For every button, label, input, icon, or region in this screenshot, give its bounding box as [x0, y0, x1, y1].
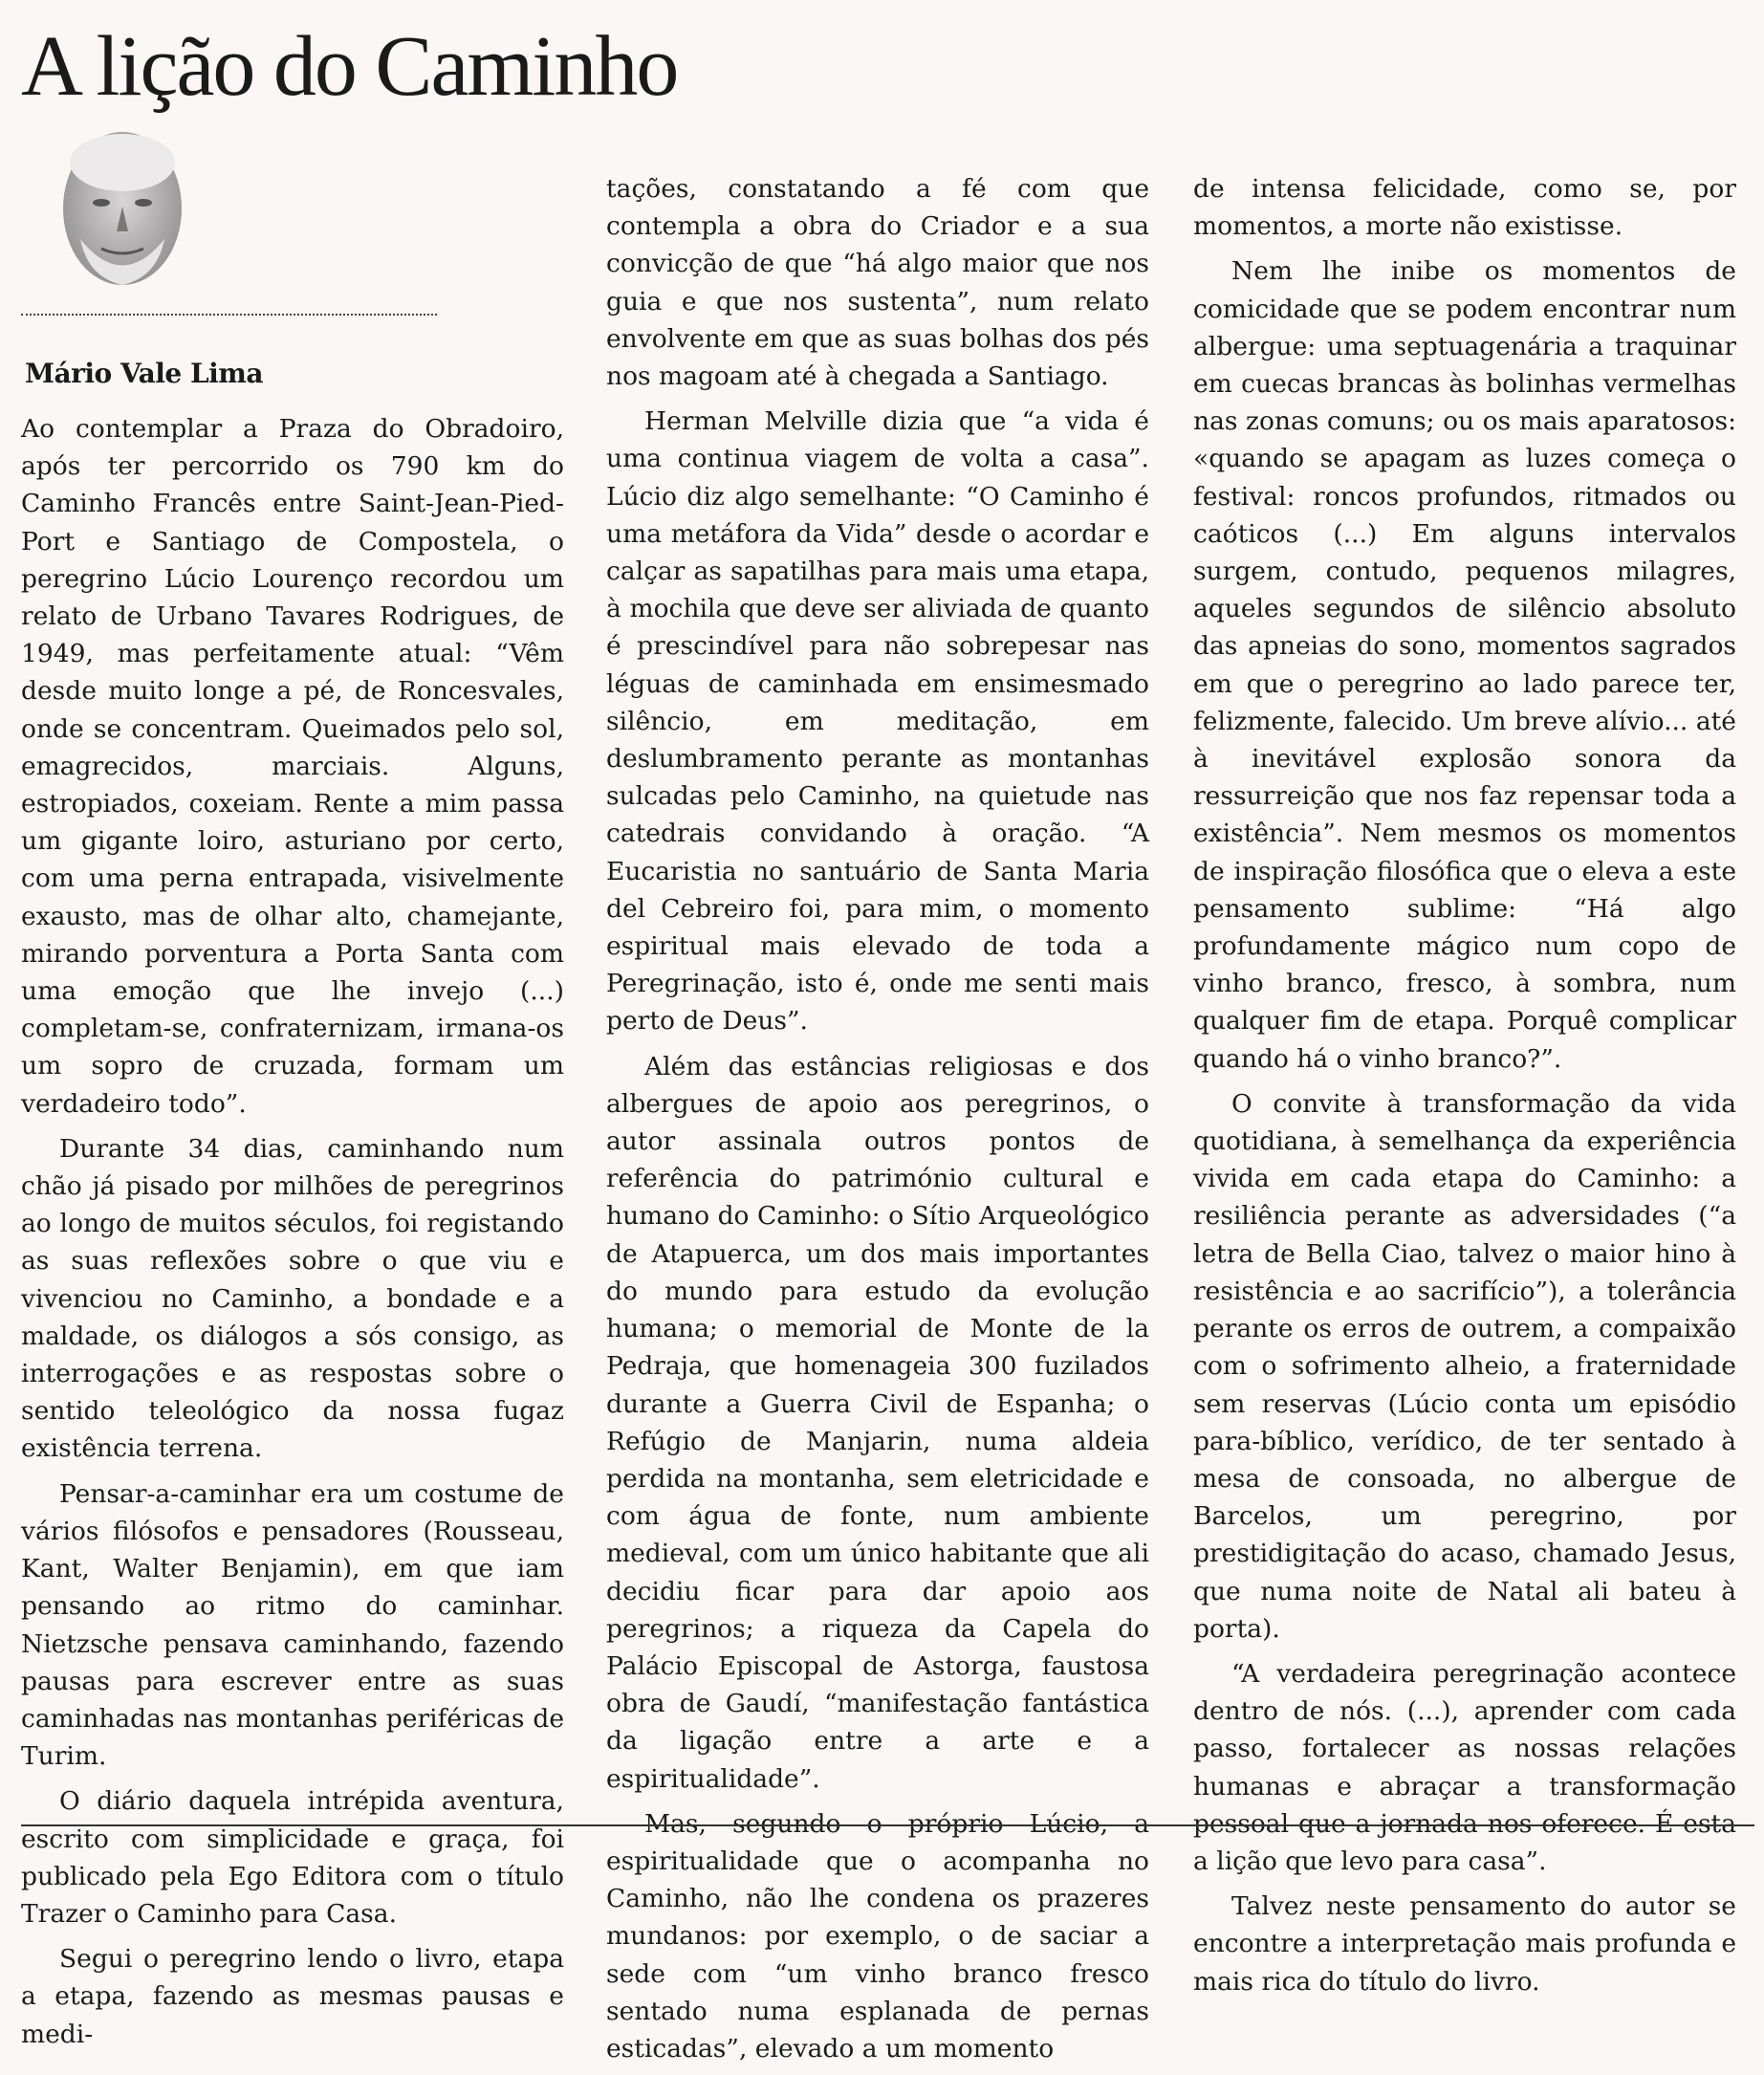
paragraph: “A verdadeira peregrinação acontece dentro de nós. (...), aprender com cada passo, fortalecer as nossas relações humanas e abraçar a transformação pessoal que a jornada nos oferece. É esta a lição que levo para casa”.: [1193, 1658, 1736, 1876]
paragraph: de intensa felicidade, como se, por momentos, a morte não existisse.: [1193, 174, 1736, 242]
paragraph: Pensar-a-caminhar era um costume de vários filósofos e pensadores (Rousseau, Kant, Walter Benjamin), em que iam pensando ao ritmo do caminhar. Nietzsche pensava caminhando, fazendo pausas para escrever entre as suas caminhadas nas montanhas periféricas de Turim.: [21, 1478, 564, 1772]
paragraph: Talvez neste pensamento do autor se encontre a interpretação mais profunda e mais rica do título do livro.: [1193, 1891, 1736, 1997]
paragraph: Durante 34 dias, caminhando num chão já pisado por milhões de peregrinos ao longo de muitos séculos, foi registando as suas reflexões sobre o que viu e vivenciou no Caminho, a bondade e a maldade, os diálogos a sós consigo, as interrogações e as respostas sobre o sentido teleológico da nossa fugaz existência terrena.: [21, 1133, 564, 1464]
dotted-divider: [21, 314, 437, 316]
author-photo: [42, 124, 203, 293]
paragraph: Nem lhe inibe os momentos de comicidade que se podem encontrar num albergue: uma septuagenária a traquinar em cuecas brancas às bolinhas vermelhas nas zonas comuns; ou os mais aparatosos: «quando se apagam as luzes começa o festival: roncos profundos, ritmados ou caóticos (...) Em alguns intervalos surgem, contudo, pequenos milagres, aqueles segundos de silêncio absoluto das apneias do sono, momentos sagrados em que o peregrino ao lado parece ter, felizmente, falecido. Um breve alívio... até à inevitável explosão sonora da ressurreição que nos faz repensar toda a existência”. Nem mesmos os momentos de inspiração filosófica que o eleva a este pensamento sublime: “Há algo profundamente mágico num copo de vinho branco, fresco, à sombra, num qualquer fim de etapa. Porquê complicar quando há o vinho branco?”.: [1193, 256, 1736, 1074]
paragraph: Segui o peregrino lendo o livro, etapa a etapa, fazendo as mesmas pausas e medi-: [21, 1944, 564, 2049]
author-box: [21, 115, 564, 335]
paragraph: O diário daquela intrépida aventura, escrito com simplicidade e graça, foi publicado pela Ego Editora com o título Trazer o Caminho para Casa.: [21, 1786, 564, 1929]
author-name: Mário Vale Lima: [25, 358, 264, 389]
paragraph: tações, constatando a fé com que contempla a obra do Criador e a sua convicção de que “há algo maior que nos guia e que nos sustenta”, num relato envolvente em que as suas bolhas dos pés nos magoam até à chegada a Santiago.: [606, 174, 1149, 392]
paragraph: Mas, segundo o próprio Lúcio, a espiritualidade que o acompanha no Caminho, não lhe condena os prazeres mundanos: por exemplo, o de saciar a sede com “um vinho branco fresco sentado numa esplanada de pernas esticadas”, elevado a um momento: [606, 1808, 1149, 2064]
bottom-rule: [21, 1824, 1754, 1826]
paragraph: O convite à transformação da vida quotidiana, à semelhança da experiência vivida em cada etapa do Caminho: a resiliência perante as adversidades (“a letra de Bella Ciao, talvez o maior hino à resistência e ao sacrifício”), a tolerância perante os erros de outrem, a compaixão com o sofrimento alheio, a fraternidade sem reservas (Lúcio conta um episódio para-bíblico, verídico, de ter sentado à mesa de consoada, no albergue de Barcelos, um peregrino, por prestidigitação do acaso, chamado Jesus, que numa noite de Natal ali bateu à porta).: [1193, 1088, 1736, 1644]
column-1: [21, 115, 564, 2061]
column-3: [1193, 170, 1736, 2008]
article-title: A lição do Caminho: [21, 19, 678, 114]
column-2: [606, 170, 1149, 2075]
paragraph: Herman Melville dizia que “a vida é uma continua viagem de volta a casa”. Lúcio diz algo semelhante: “O Caminho é uma metáfora da Vida” desde o acordar e calçar as sapatilhas para mais uma etapa, à mochila que deve ser aliviada de quanto é prescindível para não sobrepesar nas léguas de caminhada em ensimesmado silêncio, em meditação, em deslumbramento perante as montanhas sulcadas pelo Caminho, na quietude nas catedrais convidando à oração. “A Eucaristia no santuário de Santa Maria del Cebreiro foi, para mim, o momento espiritual mais elevado de toda a Peregrinação, isto é, onde me senti mais perto de Deus”.: [606, 406, 1149, 1037]
paragraph: Ao contemplar a Praza do Obradoiro, após ter percorrido os 790 km do Caminho Francês entre Saint-Jean-Pied-Port e Santiago de Compostela, o peregrino Lúcio Lourenço recordou um relato de Urbano Tavares Rodrigues, de 1949, mas perfeitamente atual: “Vêm desde muito longe a pé, de Roncesvales, onde se concentram. Queimados pelo sol, emagrecidos, marciais. Alguns, estropiados, coxeiam. Rente a mim passa um gigante loiro, asturiano por certo, com uma perna entrapada, visivelmente exausto, mas de olhar alto, chamejante, mirando porventura a Porta Santa com uma emoção que lhe invejo (...) completam-se, confraternizam, irmana-os um sopro de cruzada, formam um verdadeiro todo”.: [21, 414, 564, 1119]
paragraph: Além das estâncias religiosas e dos albergues de apoio aos peregrinos, o autor assinala outros pontos de referência do património cultural e humano do Caminho: o Sítio Arqueológico de Atapuerca, um dos mais importantes do mundo para estudo da evolução humana; o memorial de Monte de la Pedraja, que homenageia 300 fuzilados durante a Guerra Civil de Espanha; o Refúgio de Manjarin, numa aldeia perdida na montanha, sem eletricidade e com água de fonte, num ambiente medieval, com um único habitante que ali decidiu ficar para dar apoio aos peregrinos; a riqueza da Capela do Palácio Episcopal de Astorga, faustosa obra de Gaudí, “manifestação fantástica da ligação entre a arte e a espiritualidade”.: [606, 1051, 1149, 1794]
